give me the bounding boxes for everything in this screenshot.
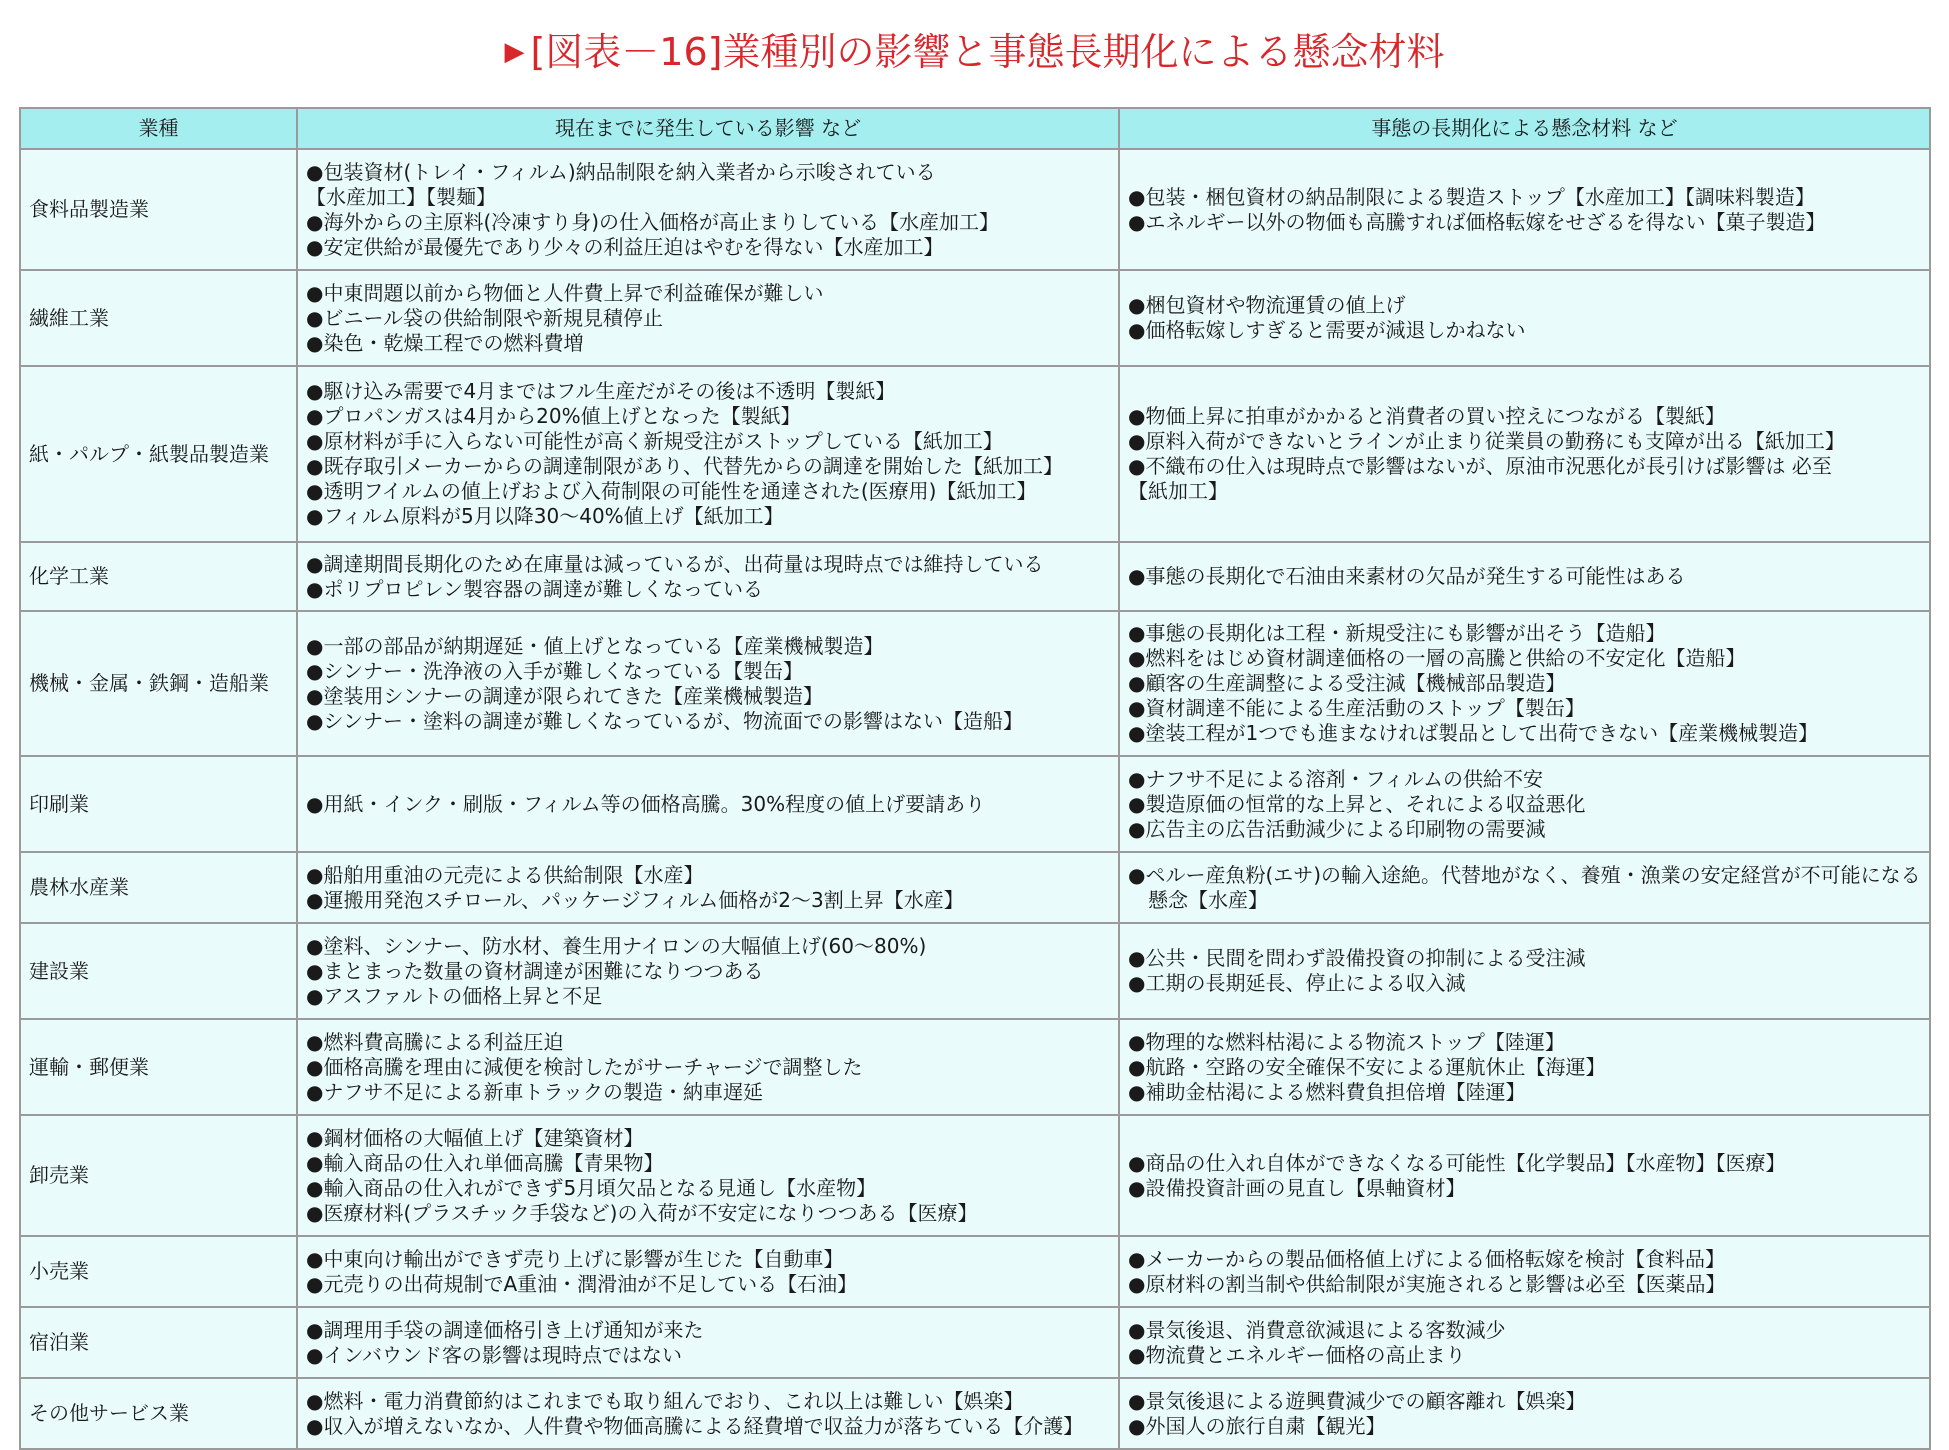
header-current-impact: 現在までに発生している影響 など	[297, 108, 1119, 149]
header-row	[20, 108, 1930, 149]
header-industry: 業種	[20, 108, 297, 149]
list-item: ●エネルギー以外の物価も高騰すれば価格転嫁をせざるを得ない【菓子製造】	[1128, 209, 1826, 234]
list-item: ●中東向け輸出ができず売り上げに影響が生じた【自動車】	[306, 1246, 844, 1271]
list-item: ●事態の長期化で石油由来素材の欠品が発生する可能性はある	[1128, 564, 1686, 588]
list-item: ●ナフサ不足による新車トラックの製造・納車遅延	[306, 1079, 764, 1104]
list-item: ●製造原価の恒常的な上昇と、それによる収益悪化	[1128, 791, 1586, 816]
list-item: ●調達期間長期化のため在庫量は減っているが、出荷量は現時点では維持している	[306, 551, 1044, 576]
list-item: ●原材料が手に入らない可能性が高く新規受注がストップしている【紙加工】	[306, 429, 1003, 453]
list-item: ●ペルー産魚粉(エサ)の輸入途絶。代替地がなく、養殖・漁業の安定経営が不可能になる懸念【水産】	[1128, 862, 1921, 912]
list-item: ●商品の仕入れ自体ができなくなる可能性【化学製品】【水産物】【医療】	[1128, 1150, 1786, 1175]
table-row	[20, 611, 1930, 756]
industry-cell: 卸売業	[20, 1115, 297, 1236]
concerns-cell	[1119, 852, 1930, 923]
list-item: ●海外からの主原料(冷凍すり身)の仕入価格が高止まりしている【水産加工】	[306, 209, 1000, 234]
list-item: ●事態の長期化は工程・新規受注にも影響が出そう【造船】	[1128, 621, 1666, 645]
list-item: ●調理用手袋の調達価格引き上げ通知が来た	[306, 1317, 704, 1342]
industry-cell: 繊維工業	[20, 270, 297, 366]
figure-title	[0, 22, 1949, 82]
list-item: ●塗料、シンナー、防水材、養生用ナイロンの大幅値上げ(60～80%)	[306, 933, 927, 958]
list-item: ●ビニール袋の供給制限や新規見積停止	[306, 305, 664, 330]
table-row	[20, 1236, 1930, 1307]
list-item: ●元売りの出荷規制でA重油・潤滑油が不足している【石油】	[306, 1271, 858, 1296]
list-item: ●既存取引メーカーからの調達制限があり、代替先からの調達を開始した【紙加工】	[306, 454, 1064, 478]
table-body	[20, 149, 1930, 1449]
list-item: ●染色・乾燥工程での燃料費増	[306, 330, 584, 355]
table-row	[20, 542, 1930, 611]
title-text: [図表－16]業種別の影響と事態長期化による懸念材料	[530, 30, 1445, 74]
industry-cell: 化学工業	[20, 542, 297, 611]
list-item: ●医療材料(プラスチック手袋など)の入荷が不安定になりつつある【医療】	[306, 1200, 978, 1225]
list-item: ●ポリプロピレン製容器の調達が難しくなっている	[306, 576, 763, 601]
concerns-cell	[1119, 756, 1930, 852]
current-impact-cell	[297, 1378, 1119, 1449]
list-item: ●中東問題以前から物価と人件費上昇で利益確保が難しい	[306, 280, 824, 305]
list-item: ●フィルム原料が5月以降30～40%値上げ【紙加工】	[306, 504, 784, 528]
list-item: ●物流費とエネルギー価格の高止まり	[1128, 1342, 1466, 1367]
concerns-cell	[1119, 542, 1930, 611]
list-item: ●収入が増えないなか、人件費や物価高騰による経費増で収益力が落ちている【介護】	[306, 1413, 1084, 1438]
table-row	[20, 149, 1930, 270]
list-item: ●塗装用シンナーの調達が限られてきた【産業機械製造】	[306, 683, 823, 708]
list-item: 【水産加工】【製麺】	[306, 184, 496, 209]
list-item: ●広告主の広告活動減少による印刷物の需要減	[1128, 816, 1546, 841]
list-item: ●工期の長期延長、停止による収入減	[1128, 971, 1466, 995]
industry-cell: 食料品製造業	[20, 149, 297, 270]
list-item: ●公共・民間を問わず設備投資の抑制による受注減	[1128, 946, 1586, 970]
list-item: ●補助金枯渇による燃料費負担倍増【陸運】	[1128, 1079, 1526, 1104]
industry-cell: 宿泊業	[20, 1307, 297, 1378]
list-item: ●物価上昇に拍車がかかると消費者の買い控えにつながる【製紙】	[1128, 404, 1726, 428]
concerns-cell	[1119, 1307, 1930, 1378]
concerns-cell	[1119, 1236, 1930, 1307]
list-item: ●ナフサ不足による溶剤・フィルムの供給不安	[1128, 766, 1544, 791]
title-marker-icon: ▶	[504, 37, 525, 67]
list-item: ●燃料費高騰による利益圧迫	[306, 1029, 564, 1054]
concerns-cell	[1119, 270, 1930, 366]
industry-cell: 建設業	[20, 923, 297, 1019]
list-item: ●アスファルトの価格上昇と不足	[306, 983, 603, 1008]
current-impact-cell	[297, 270, 1119, 366]
list-item: ●価格転嫁しすぎると需要が減退しかねない	[1128, 318, 1526, 342]
industry-cell: 紙・パルプ・紙製品製造業	[20, 366, 297, 542]
current-impact-cell	[297, 852, 1119, 923]
current-impact-cell	[297, 611, 1119, 756]
list-item: ●駆け込み需要で4月まではフル生産だがその後は不透明【製紙】	[306, 379, 896, 403]
concerns-cell	[1119, 611, 1930, 756]
list-item: ●燃料・電力消費節約はこれまでも取り組んでおり、これ以上は難しい【娯楽】	[306, 1388, 1024, 1413]
current-impact-cell	[297, 1115, 1119, 1236]
concerns-cell	[1119, 366, 1930, 542]
list-item: ●鋼材価格の大幅値上げ【建築資材】	[306, 1125, 644, 1150]
header-prolonged-concerns: 事態の長期化による懸念材料 など	[1119, 108, 1930, 149]
list-item: ●シンナー・塗料の調達が難しくなっているが、物流面での影響はない【造船】	[306, 708, 1023, 733]
table-row	[20, 270, 1930, 366]
list-item: ●透明フイルムの値上げおよび入荷制限の可能性を通達された(医療用)【紙加工】	[306, 479, 1037, 503]
current-impact-cell	[297, 1307, 1119, 1378]
list-item: ●まとまった数量の資材調達が困難になりつつある	[306, 958, 764, 983]
industry-cell: 印刷業	[20, 756, 297, 852]
list-item: 【紙加工】	[1128, 479, 1228, 503]
current-impact-cell	[297, 149, 1119, 270]
list-item: ●設備投資計画の見直し【県軸資材】	[1128, 1175, 1466, 1200]
industry-cell: 機械・金属・鉄鋼・造船業	[20, 611, 297, 756]
industry-cell: 運輸・郵便業	[20, 1019, 297, 1115]
list-item: ●原材料の割当制や供給制限が実施されると影響は必至【医薬品】	[1128, 1271, 1726, 1296]
concerns-cell	[1119, 1378, 1930, 1449]
list-item: ●包装・梱包資材の納品制限による製造ストップ【水産加工】【調味料製造】	[1128, 184, 1815, 209]
list-item: ●資材調達不能による生産活動のストップ【製缶】	[1128, 696, 1585, 720]
list-item: ●輸入商品の仕入れができず5月頃欠品となる見通し【水産物】	[306, 1175, 877, 1200]
list-item: ●メーカーからの製品価格値上げによる価格転嫁を検討【食料品】	[1128, 1246, 1726, 1271]
table-row	[20, 756, 1930, 852]
list-item: ●外国人の旅行自粛【観光】	[1128, 1413, 1386, 1438]
list-item: ●景気後退による遊興費減少での顧客離れ【娯楽】	[1128, 1388, 1586, 1413]
list-item: ●輸入商品の仕入れ単価高騰【青果物】	[306, 1150, 664, 1175]
table-row	[20, 1378, 1930, 1449]
current-impact-cell	[297, 542, 1119, 611]
concerns-cell	[1119, 1115, 1930, 1236]
list-item: ●景気後退、消費意欲減退による客数減少	[1128, 1317, 1506, 1342]
current-impact-cell	[297, 756, 1119, 852]
concerns-cell	[1119, 923, 1930, 1019]
table-row	[20, 1019, 1930, 1115]
industry-cell: 農林水産業	[20, 852, 297, 923]
current-impact-cell	[297, 1019, 1119, 1115]
table-row	[20, 1307, 1930, 1378]
list-item: ●梱包資材や物流運賃の値上げ	[1128, 293, 1406, 317]
list-item: ●船舶用重油の元売による供給制限【水産】	[306, 862, 704, 887]
concerns-cell	[1119, 149, 1930, 270]
list-item: ●価格高騰を理由に減便を検討したがサーチャージで調整した	[306, 1054, 863, 1079]
table-row	[20, 923, 1930, 1019]
list-item: ●燃料をはじめ資材調達価格の一層の高騰と供給の不安定化【造船】	[1128, 646, 1746, 670]
current-impact-cell	[297, 1236, 1119, 1307]
list-item: ●包装資材(トレイ・フィルム)納品制限を納入業者から示唆されている	[306, 159, 936, 184]
list-item: ●一部の部品が納期遅延・値上げとなっている【産業機械製造】	[306, 633, 884, 658]
impact-table	[19, 107, 1931, 1450]
list-item: ●安定供給が最優先であり少々の利益圧迫はやむを得ない【水産加工】	[306, 234, 944, 259]
list-item: ●塗装工程が1つでも進まなければ製品として出荷できない【産業機械製造】	[1128, 721, 1819, 745]
industry-cell: 小売業	[20, 1236, 297, 1307]
list-item: ●用紙・インク・刷版・フィルム等の価格高騰。30%程度の値上げ要請あり	[306, 791, 986, 816]
list-item: ●プロパンガスは4月から20%値上げとなった【製紙】	[306, 404, 801, 428]
list-item: ●顧客の生産調整による受注減【機械部品製造】	[1128, 671, 1566, 695]
current-impact-cell	[297, 366, 1119, 542]
current-impact-cell	[297, 923, 1119, 1019]
concerns-cell	[1119, 1019, 1930, 1115]
list-item: ●航路・空路の安全確保不安による運航休止【海運】	[1128, 1054, 1606, 1079]
list-item: ●原料入荷ができないとラインが止まり従業員の勤務にも支障が出る【紙加工】	[1128, 429, 1845, 453]
list-item: ●インバウンド客の影響は現時点ではない	[306, 1342, 683, 1367]
list-item: ●運搬用発泡スチロール、パッケージフィルム価格が2～3割上昇【水産】	[306, 887, 964, 912]
table-row	[20, 852, 1930, 923]
list-item: ●不織布の仕入は現時点で影響はないが、原油市況悪化が長引けば影響は 必至	[1128, 454, 1832, 478]
list-item: ●シンナー・洗浄液の入手が難しくなっている【製缶】	[306, 658, 803, 683]
industry-cell: その他サービス業	[20, 1378, 297, 1449]
list-item: ●物理的な燃料枯渇による物流ストップ【陸運】	[1128, 1029, 1565, 1054]
table-row	[20, 1115, 1930, 1236]
table-row	[20, 366, 1930, 542]
